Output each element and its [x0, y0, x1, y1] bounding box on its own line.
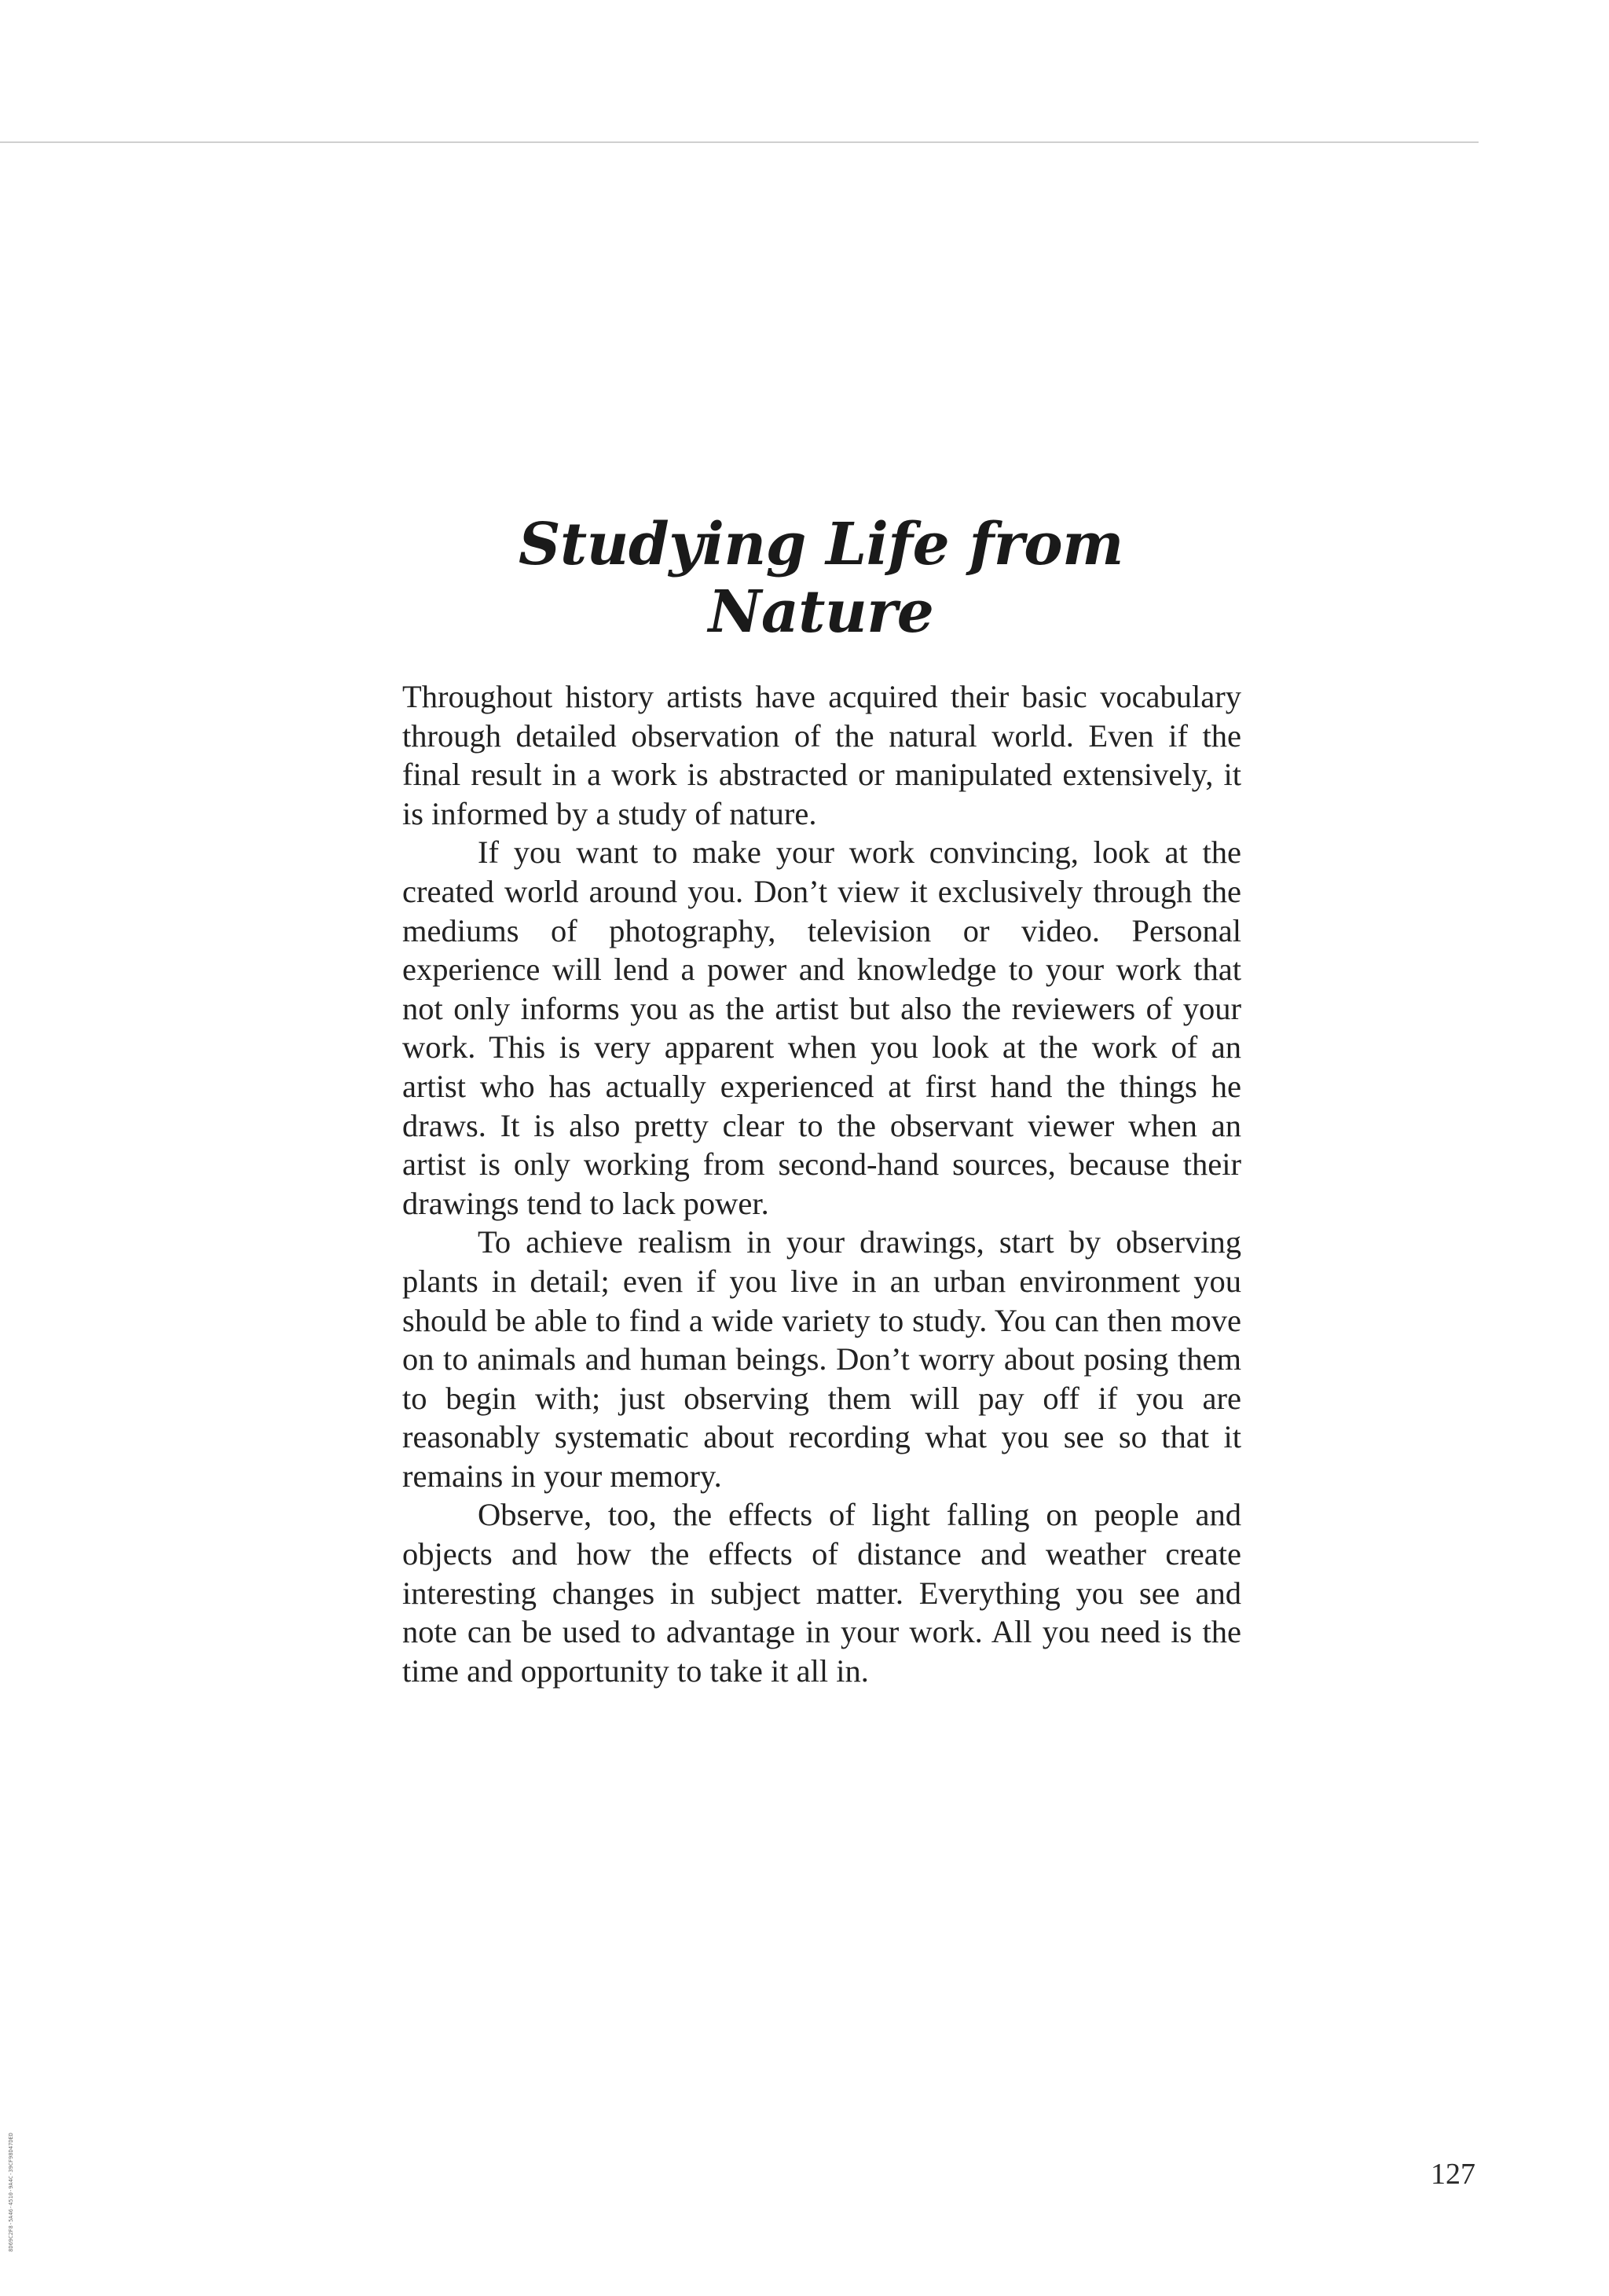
paragraph: If you want to make your work convincing, look at the created world around you. Don’t view it exclusively through the mediums of photography, television or video. Personal experience will lend a power and knowledge to your work that not only informs you as the artist but also the reviewers of your work. This is very apparent when you look at the work of an artist who has actually experienced at first hand the things he draws. It is also pretty clear to the observant viewer when an artist is only working from second-hand sources, because their drawings tend to lack power. — [402, 834, 1241, 1221]
body-text — [402, 677, 1241, 1690]
header-rule — [0, 141, 1479, 143]
page-number: 127 — [1431, 2158, 1475, 2191]
paragraph: To achieve realism in your drawings, start by observing plants in detail; even if you live in an urban environment you should be able to find a wide variety to study. You can then move on to animals and human beings. Don’t worry about posing them to begin with; just observing them will pay off if you are reasonably systematic about recording what you see so that it remains in your memory. — [402, 1224, 1241, 1494]
chapter-title: Studying Life from Nature — [519, 511, 1123, 646]
paragraph: Observe, too, the effects of light falling on people and objects and how the effects of distance and weather create interesting changes in subject matter. Everything you see and note can be used to advantage in your work. All you need is the time and opportunity to take it all in. — [402, 1497, 1241, 1689]
paragraph: Throughout history artists have acquired their basic vocabulary through detailed observation of the natural world. Even if the final result in a work is abstracted or manipulated extensively, it is informed by a study of nature. — [402, 679, 1241, 831]
margin-print-code: 8D69C2F8-5A46-4510-9A4C-39CF98D47DED — [8, 2133, 14, 2252]
